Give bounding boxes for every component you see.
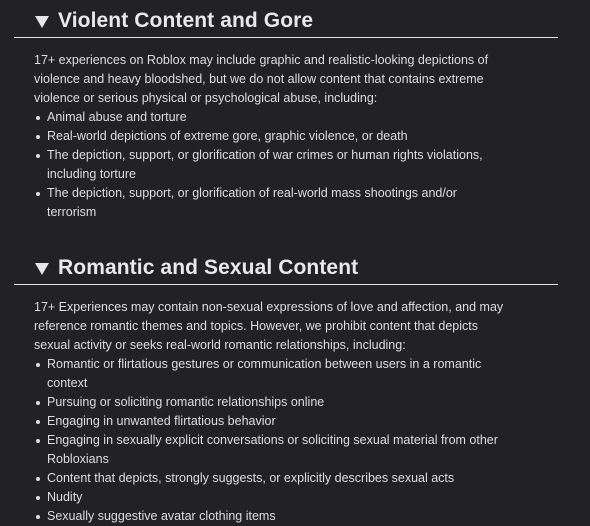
- list-item: Engaging in sexually explicit conversations or soliciting sexual material from other Robloxians: [34, 431, 508, 469]
- section-romantic-content: [14, 251, 558, 526]
- list-item: Romantic or flirtatious gestures or communication between users in a romantic context: [34, 355, 508, 393]
- section-body: [14, 285, 558, 526]
- collapse-triangle-icon[interactable]: [35, 263, 49, 275]
- list-item: The depiction, support, or glorification of war crimes or human rights violations, including torture: [34, 146, 508, 184]
- section-intro: 17+ Experiences may contain non-sexual expressions of love and affection, and may reference romantic themes and topics. However, we prohibit content that depicts sexual activity or seeks real-world romantic relationships, including:: [34, 300, 504, 352]
- section-intro: 17+ experiences on Roblox may include graphic and realistic-looking depictions of violence and heavy bloodshed, but we do not allow content that contains extreme violence or serious physical or psychological abuse, including:: [34, 53, 489, 105]
- list-item: Animal abuse and torture: [34, 108, 508, 127]
- section-body: [14, 38, 558, 222]
- bullet-list: [34, 355, 508, 526]
- section-title: Romantic and Sexual Content: [58, 256, 359, 279]
- section-heading[interactable]: [14, 251, 558, 285]
- list-item: Sexually suggestive avatar clothing items: [34, 507, 508, 526]
- list-item: Pursuing or soliciting romantic relationships online: [34, 393, 508, 412]
- collapse-triangle-icon[interactable]: [35, 16, 49, 28]
- bullet-list: [34, 108, 508, 222]
- list-item: Content that depicts, strongly suggests, or explicitly describes sexual acts: [34, 469, 508, 488]
- section-heading[interactable]: [14, 4, 558, 38]
- section-title: Violent Content and Gore: [58, 9, 314, 32]
- list-item: The depiction, support, or glorification of real-world mass shootings and/or terrorism: [34, 184, 508, 222]
- list-item: Real-world depictions of extreme gore, graphic violence, or death: [34, 127, 508, 146]
- list-item: Engaging in unwanted flirtatious behavior: [34, 412, 508, 431]
- list-item: Nudity: [34, 488, 508, 507]
- section-violent-content: [14, 0, 558, 222]
